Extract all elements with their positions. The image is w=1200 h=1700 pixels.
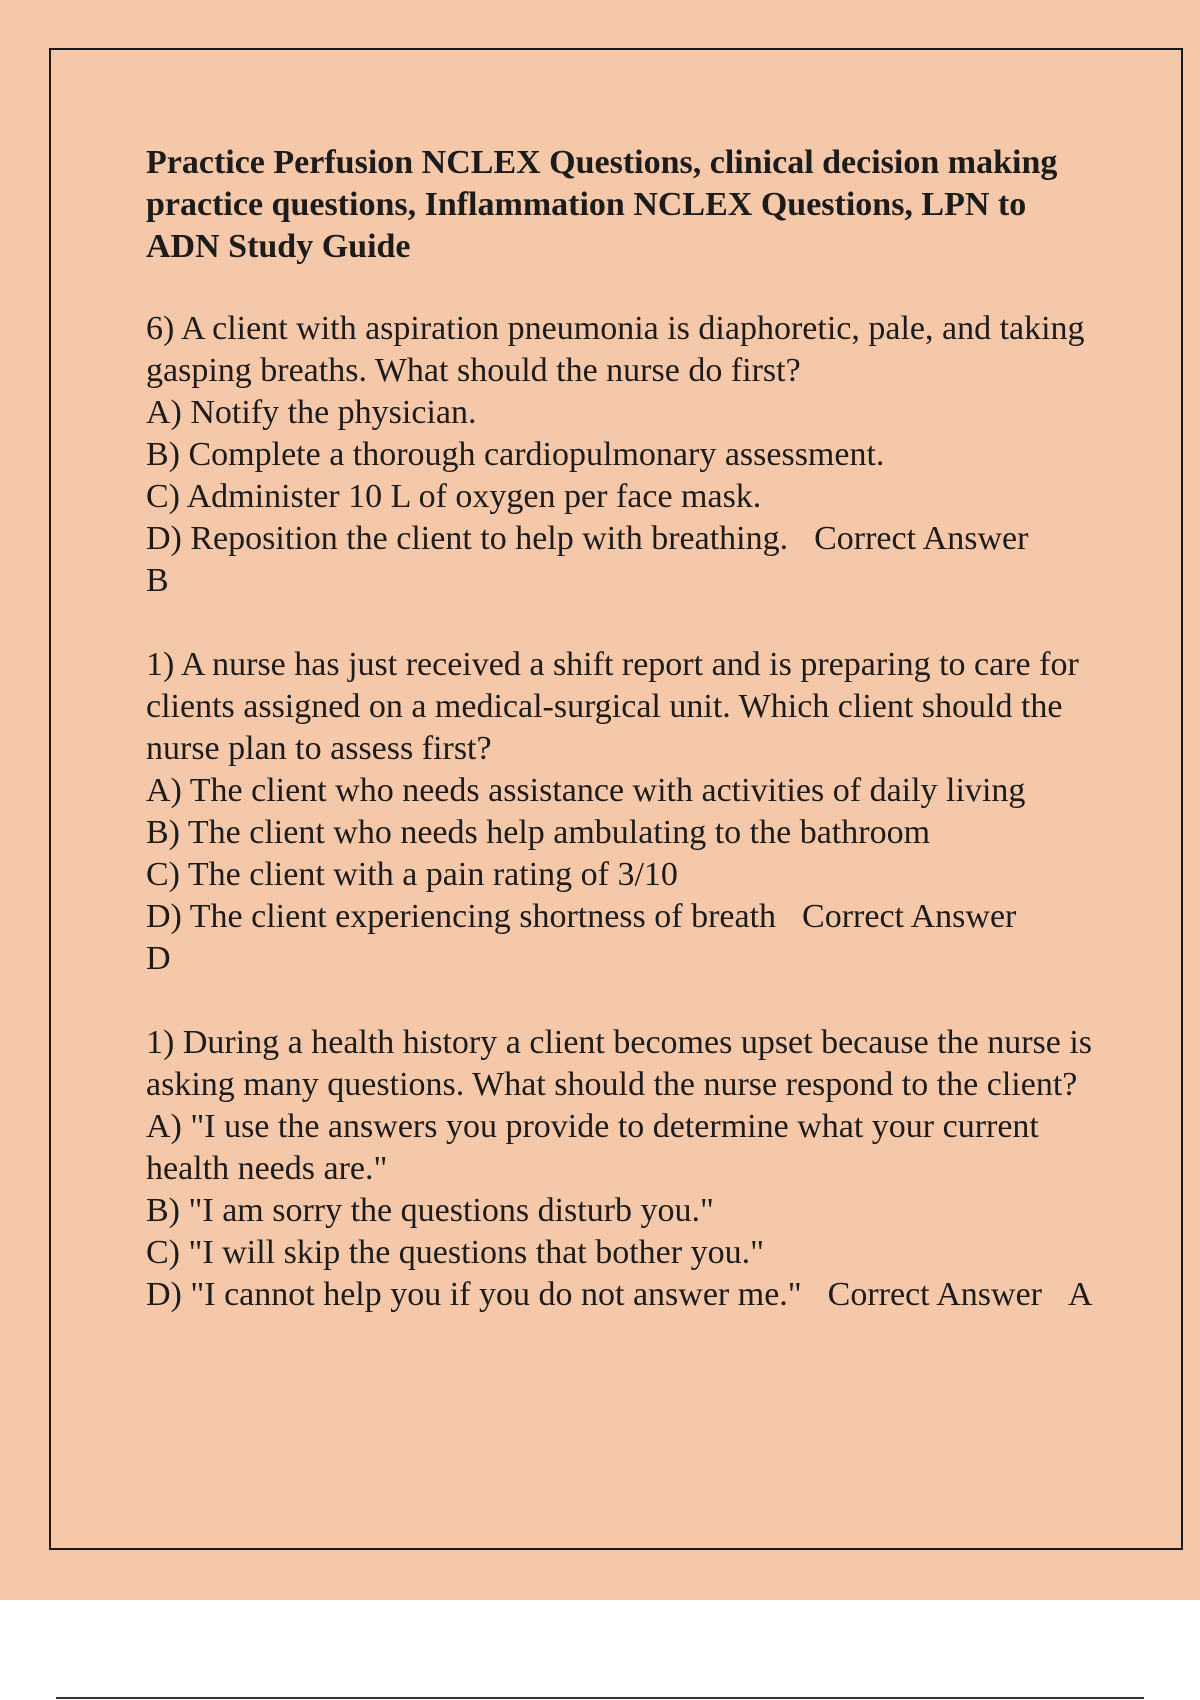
question-stem: 6) A client with aspiration pneumonia is diaphoretic, pale, and taking gasping breaths. What should the nurse do first? [146, 310, 1085, 389]
option-b: B) The client who needs help ambulating to the bathroom [146, 814, 931, 851]
correct-answer-label: Correct Answer [802, 898, 1017, 935]
option-d-with-answer [146, 896, 1106, 938]
footer-divider [56, 1697, 1144, 1699]
document-content [146, 142, 1106, 1358]
option-d: D) Reposition the client to help with breathing. [146, 520, 789, 557]
option-c: C) "I will skip the questions that bother you." [146, 1234, 764, 1271]
option-b: B) "I am sorry the questions disturb you." [146, 1192, 714, 1229]
question-block [146, 1022, 1106, 1316]
option-b: B) Complete a thorough cardiopulmonary assessment. [146, 436, 885, 473]
correct-answer-value: D [146, 940, 171, 977]
question-stem: 1) During a health history a client becomes upset because the nurse is asking many questions. What should the nurse respond to the client? [146, 1024, 1093, 1103]
correct-answer-label: Correct Answer [814, 520, 1029, 557]
option-a: A) The client who needs assistance with activities of daily living [146, 772, 1026, 809]
correct-answer-label: Correct Answer [827, 1276, 1042, 1313]
question-stem: 1) A nurse has just received a shift report and is preparing to care for clients assigned on a medical-surgical unit. Which client should the nurse plan to assess first? [146, 646, 1079, 767]
option-d: D) "I cannot help you if you do not answer me." [146, 1276, 802, 1313]
correct-answer-value: B [146, 562, 169, 599]
option-a: A) Notify the physician. [146, 394, 477, 431]
option-c: C) Administer 10 L of oxygen per face mask. [146, 478, 762, 515]
option-c: C) The client with a pain rating of 3/10 [146, 856, 678, 893]
question-block [146, 644, 1106, 980]
option-d: D) The client experiencing shortness of breath [146, 898, 777, 935]
correct-answer-value: A [1068, 1276, 1093, 1313]
document-title: Practice Perfusion NCLEX Questions, clinical decision making practice questions, Inflammation NCLEX Questions, LPN to ADN Study Guide [146, 144, 1058, 265]
question-block [146, 308, 1106, 602]
option-d-with-answer [146, 518, 1106, 560]
option-a: A) "I use the answers you provide to determine what your current health needs are." [146, 1108, 1039, 1187]
option-d-with-answer [146, 1274, 1106, 1316]
